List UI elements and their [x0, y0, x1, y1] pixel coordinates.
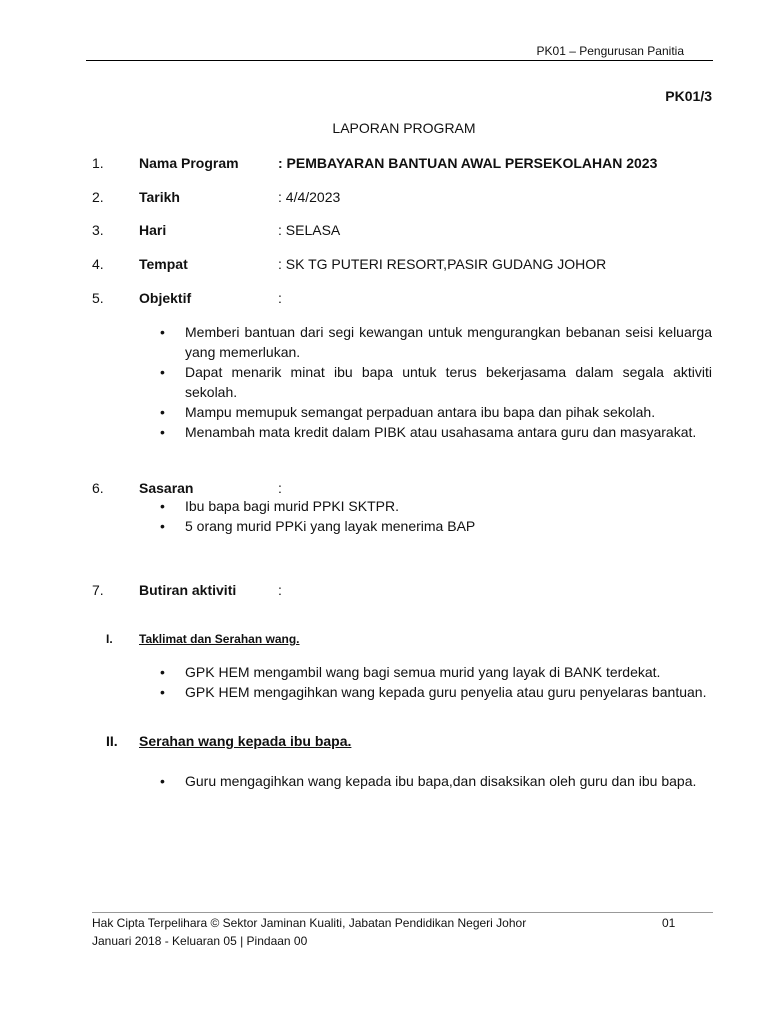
item-number: 2.	[92, 189, 104, 205]
header-title: PK01 – Pengurusan Panitia	[536, 44, 684, 58]
item-label-tarikh: Tarikh	[139, 189, 180, 205]
activity-title: Serahan wang kepada ibu bapa.	[139, 733, 352, 749]
footer-revision: Januari 2018 - Keluaran 05 | Pindaan 00	[92, 934, 308, 948]
item-label-sasaran: Sasaran	[139, 480, 194, 496]
activity-numeral: I.	[106, 632, 113, 646]
footer-copyright: Hak Cipta Terpelihara © Sektor Jaminan Kualiti, Jabatan Pendidikan Negeri Johor	[92, 916, 527, 930]
item-number: 7.	[92, 582, 104, 598]
item-number: 4.	[92, 256, 104, 272]
list-item: • Guru mengagihkan wang kepada ibu bapa,dan disaksikan oleh guru dan ibu bapa.	[160, 771, 712, 791]
list-item: • 5 orang murid PPKi yang layak menerima BAP	[160, 516, 712, 536]
item-value-tempat: : SK TG PUTERI RESORT,PASIR GUDANG JOHOR	[278, 256, 607, 272]
footer-divider	[92, 912, 713, 913]
item-label-objektif: Objektif	[139, 290, 192, 306]
item-value-butiran-aktiviti: :	[278, 582, 282, 598]
activity-title: Taklimat dan Serahan wang.	[139, 632, 300, 646]
activity-list	[160, 771, 712, 791]
footer-page-number: 01	[662, 916, 676, 930]
document-code: PK01/3	[665, 88, 712, 104]
item-label-nama-program: Nama Program	[139, 155, 239, 171]
document-title: LAPORAN PROGRAM	[332, 120, 476, 136]
item-number: 1.	[92, 155, 104, 171]
sasaran-list	[160, 496, 712, 536]
item-value-hari: : SELASA	[278, 222, 341, 238]
item-value-tarikh: : 4/4/2023	[278, 189, 341, 205]
list-item: • Menambah mata kredit dalam PIBK atau usahasama antara guru dan masyarakat.	[160, 422, 712, 442]
activity-numeral: II.	[106, 733, 118, 749]
list-item: • GPK HEM mengambil wang bagi semua murid yang layak di BANK terdekat.	[160, 662, 712, 682]
item-value-sasaran: :	[278, 480, 282, 496]
item-label-butiran-aktiviti: Butiran aktiviti	[139, 582, 237, 598]
list-item: • Ibu bapa bagi murid PPKI SKTPR.	[160, 496, 712, 516]
list-item: • Memberi bantuan dari segi kewangan untuk mengurangkan bebanan seisi keluarga yang memerlukan.	[160, 322, 712, 362]
item-value-objektif: :	[278, 290, 282, 306]
list-item: • GPK HEM mengagihkan wang kepada guru penyelia atau guru penyelaras bantuan.	[160, 682, 712, 702]
list-item: • Dapat menarik minat ibu bapa untuk terus bekerjasama dalam segala aktiviti sekolah.	[160, 362, 712, 402]
item-label-hari: Hari	[139, 222, 167, 238]
list-item: • Mampu memupuk semangat perpaduan antara ibu bapa dan pihak sekolah.	[160, 402, 712, 422]
item-label-tempat: Tempat	[139, 256, 188, 272]
objektif-list	[160, 322, 712, 442]
item-value-nama-program: : PEMBAYARAN BANTUAN AWAL PERSEKOLAHAN 2023	[278, 155, 658, 171]
header-divider	[86, 60, 713, 61]
item-number: 3.	[92, 222, 104, 238]
item-number: 5.	[92, 290, 104, 306]
activity-list	[160, 662, 712, 702]
item-number: 6.	[92, 480, 104, 496]
